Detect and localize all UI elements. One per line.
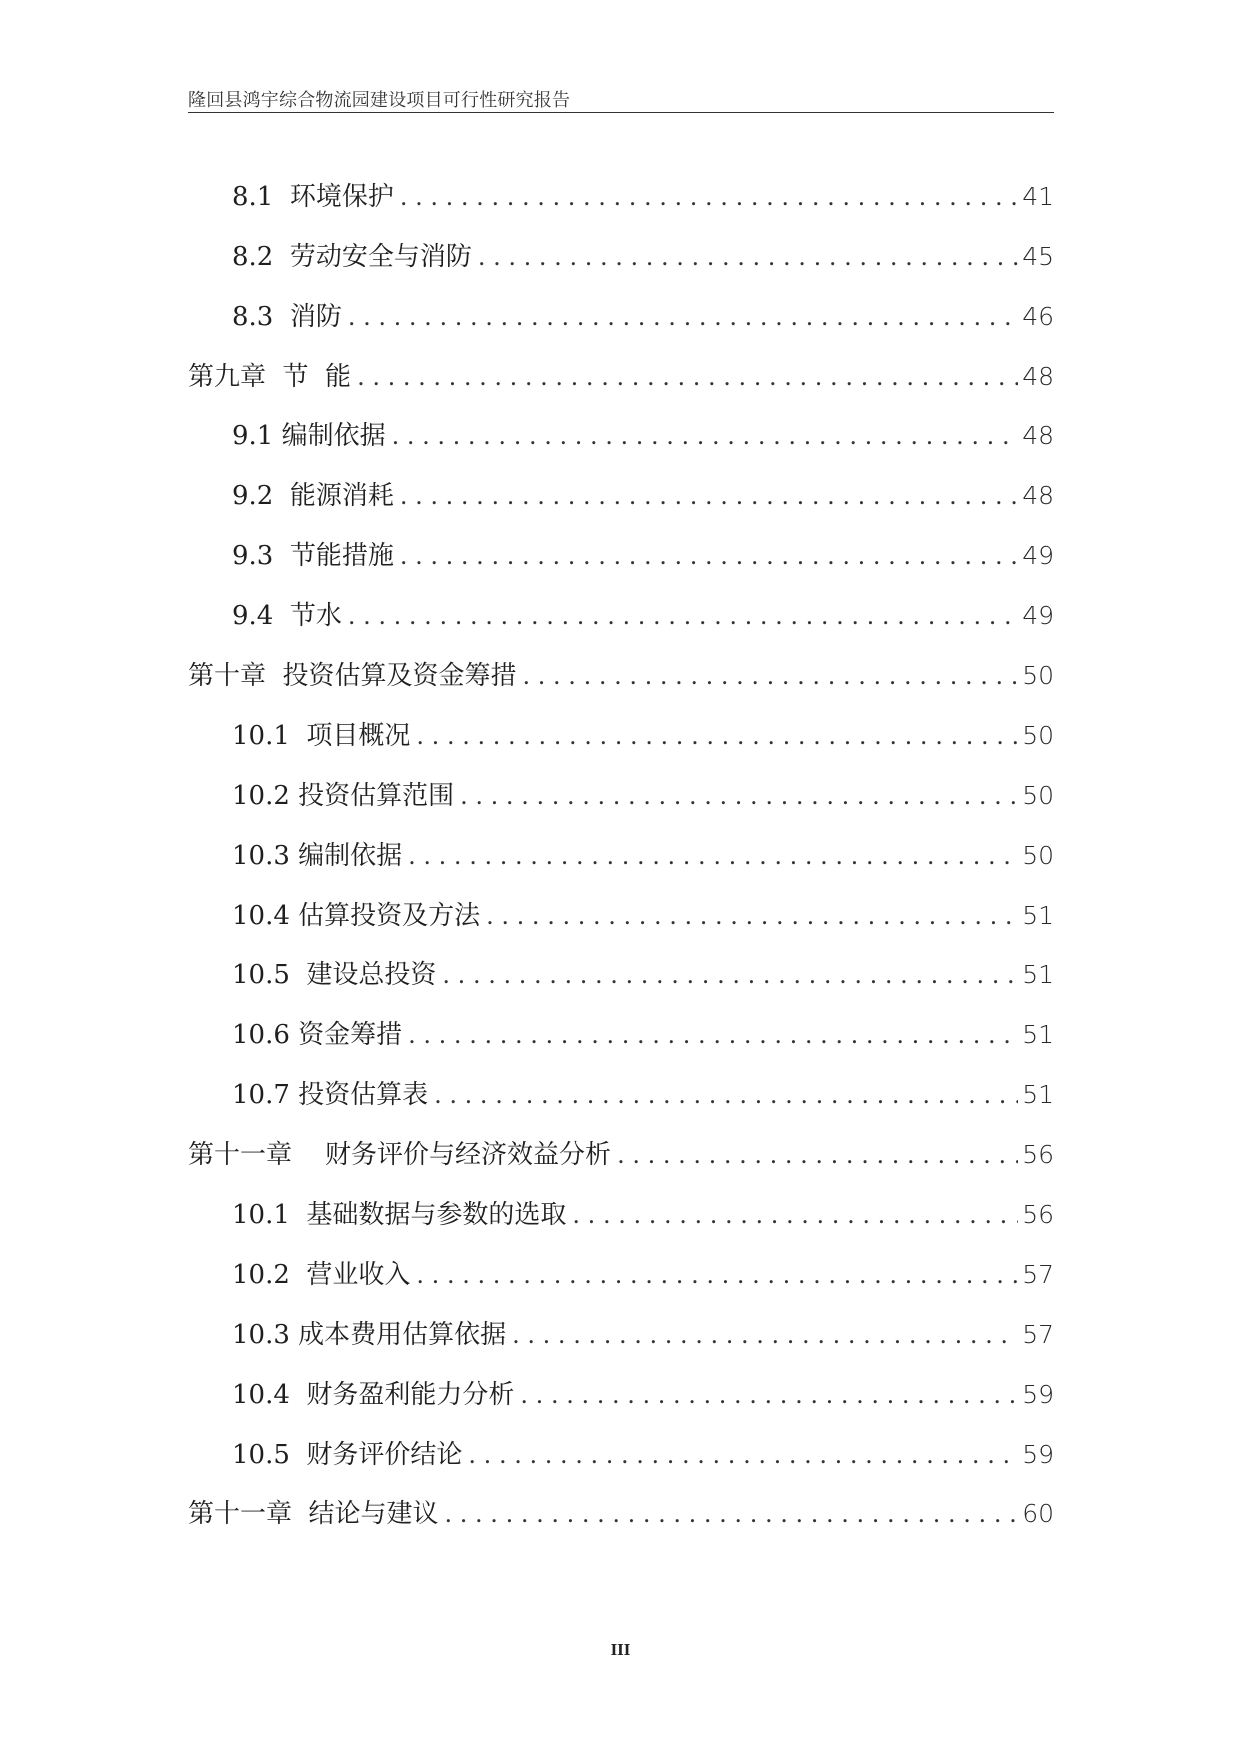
toc-entry-label: 9.4 节水 [232, 601, 342, 632]
toc-dot-leader [572, 1200, 1018, 1238]
toc-entry-page: 50 [1022, 840, 1054, 870]
toc-dot-leader [468, 1440, 1018, 1478]
toc-entry-label: 9.1 编制依据 [232, 421, 386, 452]
toc-dot-leader [416, 1260, 1018, 1298]
toc-section-entry[interactable] [188, 819, 1054, 879]
toc-entry-page: 48 [1022, 481, 1054, 511]
toc-section-entry[interactable] [188, 1298, 1054, 1358]
toc-entry-page: 56 [1022, 1140, 1054, 1170]
toc-entry-label: 8.1 环境保护 [232, 181, 394, 212]
toc-section-entry[interactable] [188, 998, 1054, 1058]
toc-entry-page: 49 [1022, 541, 1054, 571]
toc-dot-leader [434, 1080, 1018, 1118]
toc-dot-leader [357, 362, 1018, 400]
toc-entry-page: 59 [1022, 1379, 1054, 1409]
toc-dot-leader [512, 1320, 1018, 1358]
toc-entry-label: 9.3 节能措施 [232, 541, 394, 572]
toc-entry-label: 10.6 资金筹措 [232, 1020, 403, 1051]
toc-section-entry[interactable] [188, 1238, 1054, 1298]
toc-entry-label: 10.2 投资估算范围 [232, 780, 455, 811]
toc-entry-page: 48 [1022, 421, 1054, 451]
toc-entry-page: 46 [1022, 301, 1054, 331]
toc-entry-label: 第九章 节 能 [188, 361, 352, 392]
toc-chapter-entry[interactable] [188, 639, 1054, 699]
page-number: III [610, 1640, 631, 1659]
toc-section-entry[interactable] [188, 759, 1054, 819]
toc-entry-label: 第十章 投资估算及资金筹措 [188, 661, 517, 692]
toc-entry-page: 51 [1022, 960, 1054, 990]
toc-dot-leader [520, 1380, 1018, 1418]
running-header [188, 90, 1054, 113]
toc-dot-leader [400, 481, 1018, 519]
toc-entry-label: 10.4 财务盈利能力分析 [232, 1379, 515, 1410]
toc-dot-leader [408, 841, 1018, 879]
toc-entry-page: 45 [1022, 241, 1054, 271]
toc-entry-label: 8.3 消防 [232, 301, 342, 332]
toc-section-entry[interactable] [188, 699, 1054, 759]
toc-section-entry[interactable] [188, 1418, 1054, 1478]
toc-entry-page: 50 [1022, 661, 1054, 691]
toc-dot-leader [523, 661, 1019, 699]
toc-entry-page: 56 [1022, 1200, 1054, 1230]
toc-entry-page: 49 [1022, 601, 1054, 631]
toc-chapter-entry[interactable] [188, 1118, 1054, 1178]
toc-section-entry[interactable] [188, 519, 1054, 579]
toc-entry-label: 10.7 投资估算表 [232, 1080, 429, 1111]
toc-entry-page: 48 [1022, 361, 1054, 391]
toc-section-entry[interactable] [188, 1178, 1054, 1238]
toc-entry-label: 10.5 财务评价结论 [232, 1439, 463, 1470]
toc-entry-page: 51 [1022, 900, 1054, 930]
toc-dot-leader [416, 721, 1018, 759]
toc-entry-page: 60 [1022, 1499, 1054, 1529]
toc-entry-page: 51 [1022, 1080, 1054, 1110]
toc-dot-leader [348, 601, 1018, 639]
toc-entry-label: 10.2 营业收入 [232, 1259, 411, 1290]
toc-dot-leader [400, 182, 1018, 220]
toc-entry-label: 9.2 能源消耗 [232, 481, 394, 512]
toc-section-entry[interactable] [188, 579, 1054, 639]
toc-dot-leader [442, 960, 1018, 998]
table-of-contents [188, 160, 1054, 1537]
toc-dot-leader [445, 1499, 1019, 1537]
toc-dot-leader [460, 781, 1018, 819]
toc-dot-leader [478, 242, 1018, 280]
toc-chapter-entry[interactable] [188, 1478, 1054, 1538]
toc-dot-leader [392, 421, 1019, 459]
toc-section-entry[interactable] [188, 160, 1054, 220]
toc-section-entry[interactable] [188, 280, 1054, 340]
toc-entry-label: 10.5 建设总投资 [232, 960, 437, 991]
toc-dot-leader [617, 1140, 1018, 1178]
toc-entry-label: 第十一章 财务评价与经济效益分析 [188, 1140, 612, 1171]
toc-section-entry[interactable] [188, 1358, 1054, 1418]
toc-entry-page: 57 [1022, 1319, 1054, 1349]
toc-section-entry[interactable] [188, 879, 1054, 939]
toc-entry-label: 第十一章 结论与建议 [188, 1499, 439, 1530]
toc-entry-page: 50 [1022, 780, 1054, 810]
toc-entry-page: 59 [1022, 1439, 1054, 1469]
toc-section-entry[interactable] [188, 220, 1054, 280]
toc-entry-page: 41 [1022, 181, 1054, 211]
toc-chapter-entry[interactable] [188, 340, 1054, 400]
toc-entry-label: 10.1 项目概况 [232, 720, 411, 751]
header-title: 隆回县鸿宇综合物流园建设项目可行性研究报告 [188, 90, 571, 111]
toc-dot-leader [408, 1020, 1018, 1058]
toc-section-entry[interactable] [188, 400, 1054, 460]
toc-dot-leader [486, 901, 1018, 939]
toc-section-entry[interactable] [188, 1058, 1054, 1118]
toc-entry-label: 10.3 编制依据 [232, 840, 403, 871]
toc-entry-page: 51 [1022, 1020, 1054, 1050]
toc-entry-page: 50 [1022, 720, 1054, 750]
toc-section-entry[interactable] [188, 939, 1054, 999]
toc-section-entry[interactable] [188, 459, 1054, 519]
toc-entry-label: 10.1 基础数据与参数的选取 [232, 1200, 567, 1231]
toc-dot-leader [348, 302, 1018, 340]
toc-entry-page: 57 [1022, 1259, 1054, 1289]
toc-entry-label: 8.2 劳动安全与消防 [232, 241, 472, 272]
toc-entry-label: 10.4 估算投资及方法 [232, 900, 481, 931]
toc-dot-leader [400, 541, 1018, 579]
toc-entry-label: 10.3 成本费用估算依据 [232, 1319, 507, 1350]
